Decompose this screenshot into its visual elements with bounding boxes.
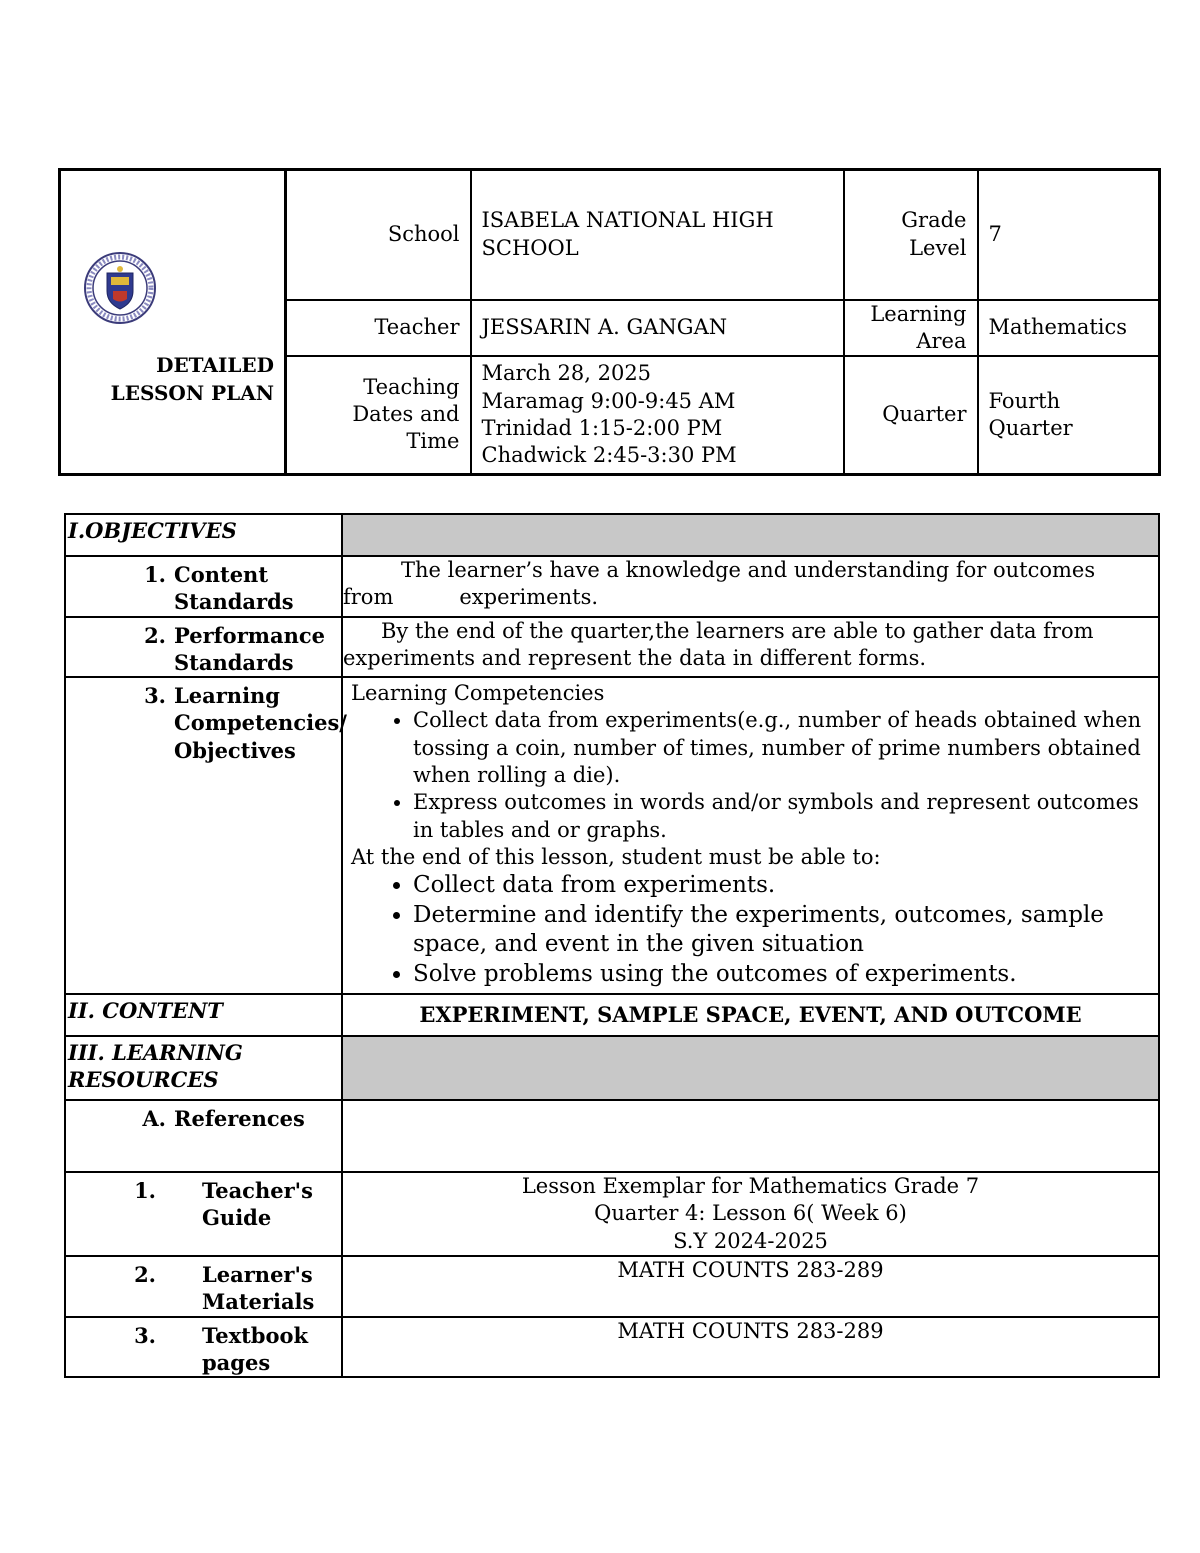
document-title: DETAILED LESSON PLAN	[110, 353, 274, 405]
competencies-list	[351, 707, 1152, 843]
teaching-dates-label: Teaching Dates and Time	[286, 356, 471, 474]
teacher-label: Teacher	[286, 300, 471, 357]
lesson-plan-table	[64, 513, 1160, 1378]
list-item: • Collect data from experiments(e.g., number of heads obtained when tossing a coin, number of times, number of prime numbers obtained when rolling a die).	[413, 707, 1152, 789]
header-table	[58, 168, 1161, 476]
content-heading: II. CONTENT	[65, 994, 342, 1036]
content-standards-row	[65, 556, 1159, 617]
objectives-shaded-cell	[342, 514, 1159, 556]
list-item: • Determine and identify the experiments, outcomes, sample space, and event in the given situation	[413, 901, 1152, 960]
grade-level-label: Grade Level	[844, 170, 978, 300]
content-value: EXPERIMENT, SAMPLE SPACE, EVENT, AND OUTCOME	[342, 994, 1159, 1036]
list-item: • Solve problems using the outcomes of experiments.	[413, 960, 1152, 989]
teachers-guide-value: Lesson Exemplar for Mathematics Grade 7 Quarter 4: Lesson 6( Week 6) S.Y 2024-2025	[342, 1172, 1159, 1256]
list-item: • Collect data from experiments.	[413, 871, 1152, 900]
school-value: ISABELA NATIONAL HIGH SCHOOL	[471, 170, 844, 300]
learners-materials-value: MATH COUNTS 283-289	[342, 1256, 1159, 1317]
teachers-guide-row	[65, 1172, 1159, 1256]
content-standards-text: The learner’s have a knowledge and understanding for outcomes from experiments.	[342, 556, 1159, 617]
objectives-intro: At the end of this lesson, student must be able to:	[351, 844, 881, 869]
competencies-row	[65, 677, 1159, 994]
references-letter: A.	[142, 1106, 166, 1132]
list-item: • Express outcomes in words and/or symbols and represent outcomes in tables and or graphs.	[413, 789, 1152, 844]
resources-heading-row	[65, 1036, 1159, 1100]
learners-materials-row	[65, 1256, 1159, 1317]
competencies-number: 3.	[144, 683, 166, 709]
content-standards-label: Content Standards	[174, 562, 294, 615]
learning-area-value: Mathematics	[978, 300, 1160, 357]
learning-area-label: Learning Area	[844, 300, 978, 357]
competencies-heading: Learning Competencies	[351, 681, 605, 706]
logo-title-cell	[60, 170, 286, 475]
content-standards-number: 1.	[144, 562, 166, 587]
resources-heading: III. LEARNING RESOURCES	[65, 1036, 342, 1100]
learners-materials-number: 2.	[134, 1262, 156, 1288]
learners-materials-label: Learner's Materials	[202, 1262, 315, 1315]
quarter-label: Quarter	[844, 356, 978, 474]
textbook-label: Textbook pages	[202, 1322, 309, 1375]
grade-level-value: 7	[978, 170, 1160, 300]
textbook-row	[65, 1317, 1159, 1378]
performance-standards-number: 2.	[144, 622, 166, 648]
competencies-label: Learning Competencies/ Objectives	[174, 683, 347, 763]
textbook-value: MATH COUNTS 283-289	[342, 1317, 1159, 1378]
teaching-dates-value: March 28, 2025 Maramag 9:00-9:45 AM Trinidad 1:15-2:00 PM Chadwick 2:45-3:30 PM	[471, 356, 844, 474]
references-label: References	[174, 1106, 305, 1132]
references-row	[65, 1100, 1159, 1172]
objectives-heading-row	[65, 514, 1159, 556]
references-value	[342, 1100, 1159, 1172]
performance-standards-row	[65, 617, 1159, 678]
resources-shaded-cell	[342, 1036, 1159, 1100]
teachers-guide-number: 1.	[134, 1178, 156, 1204]
content-row	[65, 994, 1159, 1036]
textbook-number: 3.	[134, 1322, 156, 1348]
objectives-heading: I.OBJECTIVES	[65, 514, 342, 556]
teachers-guide-label: Teacher's Guide	[202, 1178, 313, 1231]
performance-standards-label: Performance Standards	[174, 622, 325, 675]
performance-standards-text: By the end of the quarter,the learners are able to gather data from experiments and represent the data in different forms.	[342, 617, 1159, 678]
deped-seal-icon	[83, 251, 157, 325]
teacher-value: JESSARIN A. GANGAN	[471, 300, 844, 357]
competencies-content	[342, 677, 1159, 994]
school-label: School	[286, 170, 471, 300]
objectives-list	[351, 871, 1152, 989]
quarter-value: Fourth Quarter	[978, 356, 1160, 474]
